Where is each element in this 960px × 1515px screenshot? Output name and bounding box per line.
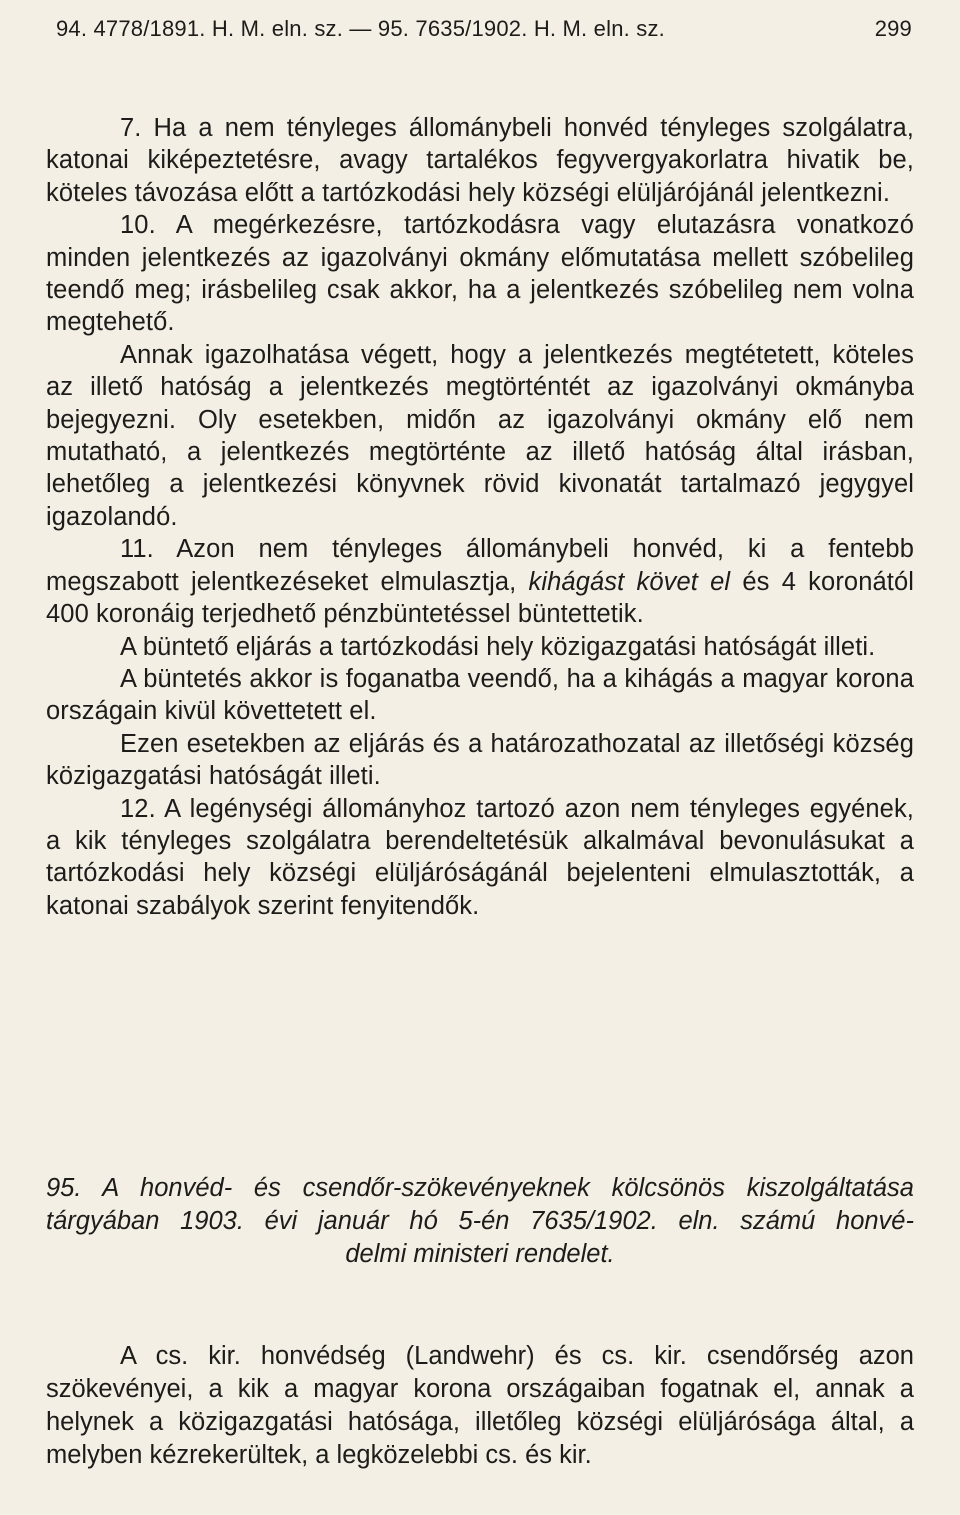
paragraph-11-end: és 4 koronától 400 koronáig terjedhető pénzbüntetéssel büntettetik. <box>46 567 914 629</box>
paragraph-11-procedure: A büntető eljárás a tartózkodási hely közigazgatási hatóságát illeti. <box>120 632 876 661</box>
paragraph-11-abroad: A büntetés akkor is foganatba veendő, ha a kihágás a magyar korona országain kivül követtetett el. <box>46 664 914 726</box>
paragraph-11-start: 11. Azon nem tényleges állománybeli honvéd, ki a fentebb megszabott jelentkezéseket elmulasztja, <box>46 535 914 596</box>
page-number: 299 <box>874 16 912 41</box>
paragraph-10-continued: Annak igazolhatása végett, hogy a jelentkezés megtétetett, köteles az illető hatóság a jelentkezés megtörténtét az igazolványi okmányba bejegyezni. Oly esetekben, midőn az igazolványi okmány elő nem mutatható, a jelentkezés megtörténte az illető hatóság által irásban, lehetőleg a jelentkezési könyvnek rövid kivonatát tartalmazó jegygyel igazolandó. <box>46 340 914 531</box>
running-head <box>56 16 912 46</box>
paragraph-7: 7. Ha a nem tényleges állománybeli honvéd tényleges szolgálatra, katonai kiképeztetésre, avagy tartalékos fegyvergyakorlatra hivatik be, köteles távozása előtt a tartózkodási hely községi elüljárójánál jelentkezni. <box>46 114 914 207</box>
paragraph-11-emphasis: kihágást követ el <box>528 567 731 596</box>
section-95-heading-line-1: 95. A honvéd- és csendőr-szökevényeknek kölcsönös kiszolgáltatása <box>46 1174 914 1202</box>
section-94-body <box>46 112 914 922</box>
running-head-title: 94. 4778/1891. H. M. eln. sz. — 95. 7635/1902. H. M. eln. sz. <box>56 16 665 41</box>
section-95-heading <box>46 1172 914 1271</box>
paragraph-11-jurisdiction: Ezen esetekben az eljárás és a határozathozatal az illetőségi község közigazgatási hatóságát illeti. <box>46 729 914 791</box>
paragraph-10: 10. A megérkezésre, tartózkodásra vagy elutazásra vonatkozó minden jelentkezés az igazolványi okmány előmutatása mellett szóbelileg teendő meg; irásbelileg csak akkor, ha a jelentkezés szóbelileg nem volna megtehető. <box>46 211 914 337</box>
section-95-body <box>46 1340 914 1472</box>
section-95-heading-line-2: tárgyában 1903. évi január hó 5-én 7635/1902. eln. számú honvé- <box>46 1207 914 1235</box>
paragraph-12: 12. A legénységi állományhoz tartozó azon nem tényleges egyének, a kik tényleges szolgálatra berendeltetésük alkalmával bevonulásukat a tartózkodási hely községi elüljáróságánál bejelenteni elmulasztották, a katonai szabályok szerint fenyitendők. <box>46 794 914 920</box>
section-95-heading-line-3: delmi ministeri rendelet. <box>345 1240 615 1268</box>
paragraph-11 <box>46 533 914 630</box>
section-95-paragraph-1: A cs. kir. honvédség (Landwehr) és cs. kir. csendőrség azon szökevényei, a kik a magyar korona országaiban fogatnak el, annak a helynek a közigazgatási hatósága, illetőleg községi elüljárósága által, a melyben kézrekerültek, a legközelebbi cs. és kir. <box>46 1342 914 1469</box>
